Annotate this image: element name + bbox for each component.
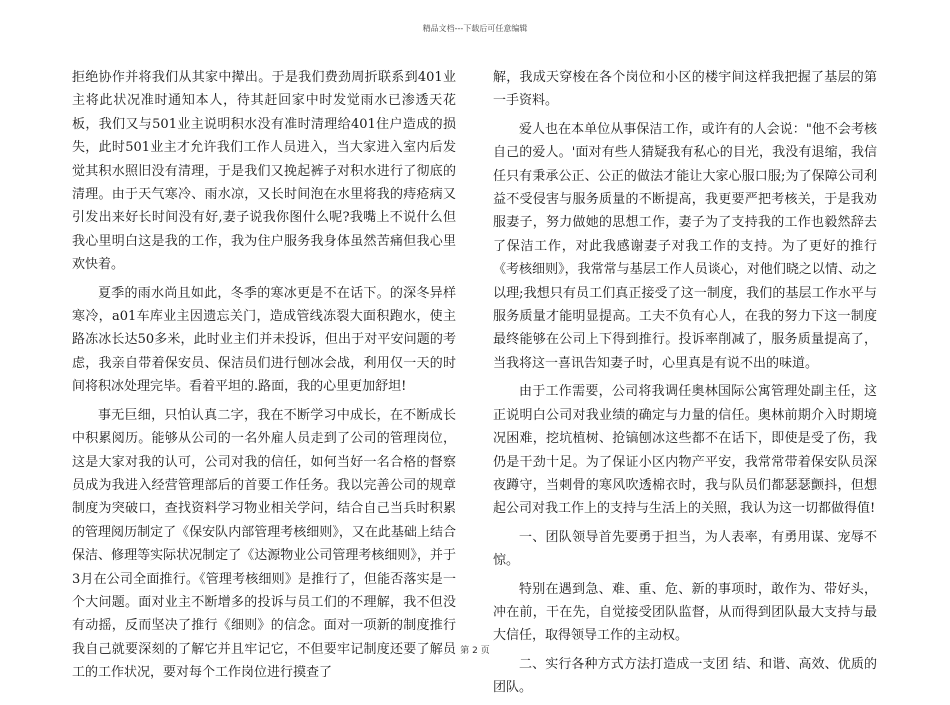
section-heading: 二、实行各种方式方法打造成一支团 结、和谐、高效、优质的团队。 — [493, 656, 877, 696]
paragraph: 爱人也在本单位从事保洁工作，或许有的人会说："他不会考核自己的爱人。'面对有些人猜疑我有私心的目光，我没有退缩，我信任只有秉承公正、公正的做法才能让大家心服口服;为了保障公司利益不受侵害与服务质量的不断提高，我更要严把考核关，于是我劝服妻子，努力做她的思想工作，妻子为了支持我的工作也毅然辞去了保洁工作，对此我感谢妻子对我工作的支持。为了更好的推行《考核细则》，我常常与基层工作人员谈心，对他们晓之以情、动之以理;我想只有员工们真正接受了这一制度，我们的基层工作水平与服务质量才能明显提高。工夫不负有心人，在我的努力下这一制度最终能够在公司上下得到推行。投诉率削减了，服务质量提高了，当我将这一喜讯告知妻子时，心里真是有说不出的味道。 — [493, 121, 877, 371]
page-header: 精品文档---下载后可任意编辑 — [422, 24, 528, 33]
paragraph: 特别在遇到急、难、重、危、新的事项时，敢作为、带好头，冲在前，干在先，自觉接受团队监督，从而得到团队最大支持与最大信任，取得领导工作的主动权。 — [493, 581, 877, 644]
paragraph: 夏季的雨水尚且如此，冬季的寒冰更是不在话下。的深冬异样寒冷，a01车库业主因遗忘关门，造成管线冻裂大面积跑水，使主路冻冰长达50多米，此时业主们并未投诉，但出于对平安问题的考虑，我亲自带着保安员、保洁员们进行刨冰会战，利用仅一天的时间将积冰处理完毕。看着平坦的.路面，我的心里更加舒坦! — [72, 285, 456, 395]
page-number: 第 2 页 — [460, 646, 490, 656]
paragraph: 事无巨细，只怕认真二字，我在不断学习中成长，在不断成长中积累阅历。能够从公司的一名外雇人员走到了公司的管理岗位，这是大家对我的认可，公司对我的信任，如何当好一名合格的督察员成为我进入经营管理部后的首要工作任务。我以完善公司的规章制度为突破口，查找资料学习物业相关学问，结合自己当兵时积累的管理阅历制定了《保安队内部管理考核细则》，又在此基础上结合保洁、修理等实际状况制定了《达源物业公司管理考核细则》，并于3月在公司全面推行。《管理考核细则》是推行了，但能否落实是一个大问题。面对业主不断增多的投诉与员工们的不理解，我不但没有动摇，反而坚决了推行《细则》的信念。面对一项新的制度推行我自己就要深刻的了解它并且牢记它，不但要牢记制度还要了解员工的工作状况，要对每个工作岗位进行摸查了 — [72, 407, 456, 681]
paragraph: 由于工作需要，公司将我调任奥林国际公寓管理处副主任，这正说明白公司对我业绩的确定与力量的信任。奥林前期介入时期境况困难，挖坑植树、抢镐刨冰这些都不在话下，即使是受了伤，我仍是干劲十足。为了保证小区内物产平安，我常常带着保安队员深夜蹲守，当刺骨的寒风吹透棉衣时，我与队员们都瑟瑟颤抖，但想起公司对我工作上的支持与生活上的关照，我认为这一切都做得值! — [493, 384, 877, 517]
right-text-column — [493, 66, 877, 705]
section-heading: 一、团队领导首先要勇于担当，为人表率，有勇用谋、宠辱不惊。 — [493, 529, 877, 569]
left-text-column — [72, 66, 456, 690]
paragraph: 解，我成天穿梭在各个岗位和小区的楼宇间这样我把握了基层的第一手资料。 — [493, 70, 877, 109]
paragraph: 拒绝协作并将我们从其家中撵出。于是我们费劲周折联系到401业主将此状况准时通知本人，待其赶回家中时发觉雨水已渗透天花板，我们又与501业主说明积水没有准时清理给401住户造成的损失，此时501业主才允许我们工作人员进入，当大家进入室内后发觉其积水照旧没有清理，于是我们又挽起裤子对积水进行了彻底的清理。由于天气寒冷、雨水凉，又长时间泡在水里将我的痔疮病又引发出来好长时间没有好,妻子说我你图什么呢?我嘴上不说什么但我心里明白这是我的工作，我为住户服务我身体虽然苦痛但我心里欢快着。 — [72, 70, 456, 273]
